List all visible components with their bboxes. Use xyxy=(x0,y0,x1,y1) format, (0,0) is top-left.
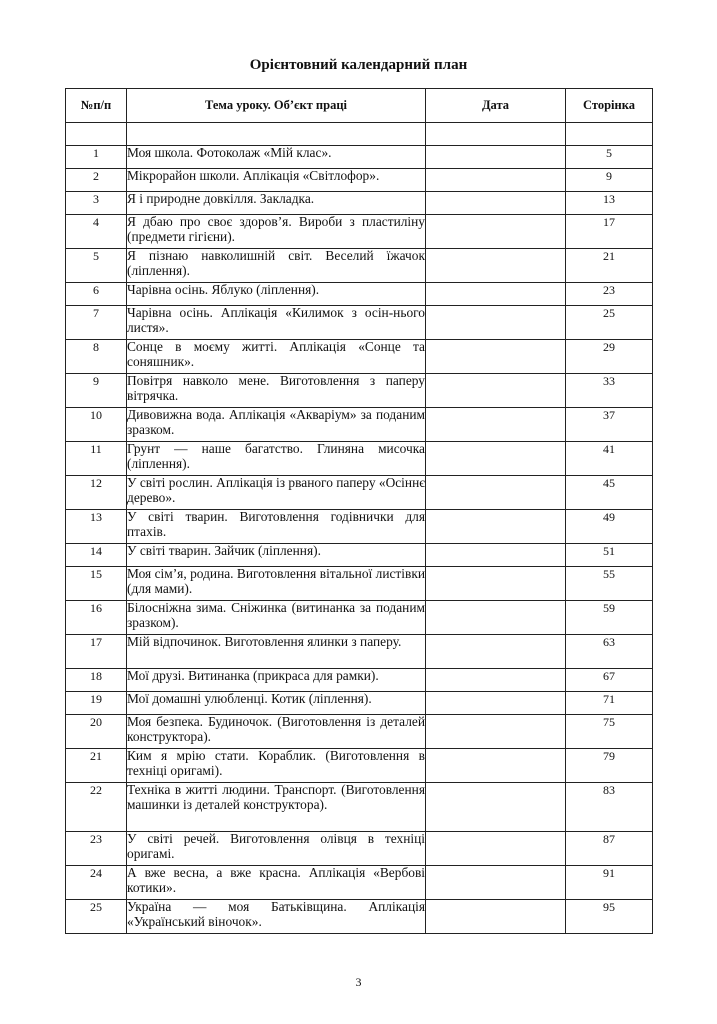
row-number-cell: 15 xyxy=(66,567,127,601)
table-row xyxy=(66,374,653,408)
row-page-cell: 41 xyxy=(566,442,653,476)
row-page-cell: 21 xyxy=(566,249,653,283)
blank-cell xyxy=(426,123,566,146)
row-number-cell: 3 xyxy=(66,192,127,215)
table-row xyxy=(66,442,653,476)
row-page-cell: 45 xyxy=(566,476,653,510)
row-topic-cell: Я і природне довкілля. Закладка. xyxy=(127,192,426,215)
table-row xyxy=(66,306,653,340)
blank-row xyxy=(66,123,653,146)
row-date-cell[interactable] xyxy=(426,832,566,866)
row-date-cell[interactable] xyxy=(426,306,566,340)
row-topic-cell: Дивовижна вода. Аплікація «Акваріум» за поданим зразком. xyxy=(127,408,426,442)
row-page-cell: 37 xyxy=(566,408,653,442)
row-page-cell: 91 xyxy=(566,866,653,900)
table-row xyxy=(66,601,653,635)
row-number-cell: 18 xyxy=(66,669,127,692)
row-page-cell: 5 xyxy=(566,146,653,169)
row-page-cell: 79 xyxy=(566,749,653,783)
table-row xyxy=(66,544,653,567)
row-number-cell: 21 xyxy=(66,749,127,783)
row-topic-cell: Моя безпека. Будиночок. (Виготовлення із деталей конструктора). xyxy=(127,715,426,749)
row-date-cell[interactable] xyxy=(426,692,566,715)
row-topic-cell: Грунт — наше багатство. Глиняна мисочка (ліплення). xyxy=(127,442,426,476)
row-topic-cell: А вже весна, а вже красна. Аплікація «Вербові котики». xyxy=(127,866,426,900)
row-topic-cell: Мікрорайон школи. Аплікація «Світлофор». xyxy=(127,169,426,192)
row-date-cell[interactable] xyxy=(426,249,566,283)
header-topic: Тема уроку. Об’єкт праці xyxy=(127,89,426,123)
row-number-cell: 6 xyxy=(66,283,127,306)
row-page-cell: 95 xyxy=(566,900,653,934)
row-number-cell: 9 xyxy=(66,374,127,408)
row-topic-cell: Мій відпочинок. Виготовлення ялинки з паперу. xyxy=(127,635,426,669)
row-date-cell[interactable] xyxy=(426,783,566,832)
table-row xyxy=(66,192,653,215)
row-page-cell: 87 xyxy=(566,832,653,866)
row-topic-cell: Ким я мрію стати. Кораблик. (Виготовлення в техніці оригамі). xyxy=(127,749,426,783)
table-row xyxy=(66,408,653,442)
table-row xyxy=(66,900,653,934)
row-number-cell: 19 xyxy=(66,692,127,715)
table-row xyxy=(66,476,653,510)
row-number-cell: 20 xyxy=(66,715,127,749)
row-topic-cell: Я пізнаю навколишній світ. Веселий їжачок (ліплення). xyxy=(127,249,426,283)
row-date-cell[interactable] xyxy=(426,283,566,306)
row-page-cell: 13 xyxy=(566,192,653,215)
row-number-cell: 10 xyxy=(66,408,127,442)
table-row xyxy=(66,567,653,601)
row-number-cell: 11 xyxy=(66,442,127,476)
row-number-cell: 5 xyxy=(66,249,127,283)
table-row xyxy=(66,169,653,192)
row-date-cell[interactable] xyxy=(426,635,566,669)
table-row xyxy=(66,832,653,866)
table-row xyxy=(66,692,653,715)
table-row xyxy=(66,146,653,169)
table-row xyxy=(66,669,653,692)
row-page-cell: 63 xyxy=(566,635,653,669)
row-topic-cell: Білосніжна зима. Сніжинка (витинанка за поданим зразком). xyxy=(127,601,426,635)
row-page-cell: 83 xyxy=(566,783,653,832)
row-date-cell[interactable] xyxy=(426,408,566,442)
row-topic-cell: Я дбаю про своє здоров’я. Вироби з пластиліну (предмети гігієни). xyxy=(127,215,426,249)
row-topic-cell: Сонце в моєму житті. Аплікація «Сонце та соняшник». xyxy=(127,340,426,374)
blank-cell xyxy=(566,123,653,146)
row-page-cell: 29 xyxy=(566,340,653,374)
row-page-cell: 49 xyxy=(566,510,653,544)
table-row xyxy=(66,749,653,783)
page-title: Орієнтовний календарний план xyxy=(249,57,468,73)
row-number-cell: 2 xyxy=(66,169,127,192)
table-row xyxy=(66,510,653,544)
row-page-cell: 51 xyxy=(566,544,653,567)
row-number-cell: 16 xyxy=(66,601,127,635)
row-topic-cell: Україна — моя Батьківщина. Аплікація «Український віночок». xyxy=(127,900,426,934)
table-row xyxy=(66,283,653,306)
header-page: Сторінка xyxy=(566,89,653,123)
row-number-cell: 8 xyxy=(66,340,127,374)
row-date-cell[interactable] xyxy=(426,900,566,934)
row-number-cell: 13 xyxy=(66,510,127,544)
row-topic-cell: У світі тварин. Виготовлення годівнички для птахів. xyxy=(127,510,426,544)
row-date-cell[interactable] xyxy=(426,749,566,783)
page-number: 3 xyxy=(355,975,362,989)
row-page-cell: 33 xyxy=(566,374,653,408)
row-topic-cell: Моя школа. Фотоколаж «Мій клас». xyxy=(127,146,426,169)
row-date-cell[interactable] xyxy=(426,715,566,749)
row-topic-cell: У світі рослин. Аплікація із рваного паперу «Осіннє дерево». xyxy=(127,476,426,510)
table-row xyxy=(66,340,653,374)
row-date-cell[interactable] xyxy=(426,866,566,900)
row-number-cell: 1 xyxy=(66,146,127,169)
row-page-cell: 25 xyxy=(566,306,653,340)
row-page-cell: 55 xyxy=(566,567,653,601)
row-page-cell: 17 xyxy=(566,215,653,249)
row-number-cell: 17 xyxy=(66,635,127,669)
row-number-cell: 4 xyxy=(66,215,127,249)
row-date-cell[interactable] xyxy=(426,476,566,510)
row-date-cell[interactable] xyxy=(426,169,566,192)
table-row xyxy=(66,249,653,283)
table-row xyxy=(66,215,653,249)
row-page-cell: 59 xyxy=(566,601,653,635)
table-row xyxy=(66,866,653,900)
table-row xyxy=(66,635,653,669)
header-num: №п/п xyxy=(66,89,127,123)
row-topic-cell: У світі тварин. Зайчик (ліплення). xyxy=(127,544,426,567)
row-topic-cell: Моя сім’я, родина. Виготовлення вітальної листівки (для мами). xyxy=(127,567,426,601)
row-date-cell[interactable] xyxy=(426,669,566,692)
row-date-cell[interactable] xyxy=(426,192,566,215)
row-number-cell: 7 xyxy=(66,306,127,340)
row-date-cell[interactable] xyxy=(426,544,566,567)
row-number-cell: 22 xyxy=(66,783,127,832)
row-date-cell[interactable] xyxy=(426,215,566,249)
table-row xyxy=(66,715,653,749)
row-date-cell[interactable] xyxy=(426,374,566,408)
row-number-cell: 25 xyxy=(66,900,127,934)
row-page-cell: 75 xyxy=(566,715,653,749)
row-topic-cell: Техніка в житті людини. Транспорт. (Виготовлення машинки із деталей конструктора). xyxy=(127,783,426,832)
blank-cell xyxy=(66,123,127,146)
header-date: Дата xyxy=(426,89,566,123)
row-topic-cell: Чарівна осінь. Яблуко (ліплення). xyxy=(127,283,426,306)
row-number-cell: 12 xyxy=(66,476,127,510)
row-date-cell[interactable] xyxy=(426,340,566,374)
row-page-cell: 23 xyxy=(566,283,653,306)
row-page-cell: 71 xyxy=(566,692,653,715)
row-topic-cell: Повітря навколо мене. Виготовлення з паперу вітрячка. xyxy=(127,374,426,408)
calendar-plan-table xyxy=(65,88,653,934)
row-date-cell[interactable] xyxy=(426,442,566,476)
row-number-cell: 24 xyxy=(66,866,127,900)
row-date-cell[interactable] xyxy=(426,567,566,601)
blank-cell xyxy=(127,123,426,146)
row-topic-cell: У світі речей. Виготовлення олівця в техніці оригамі. xyxy=(127,832,426,866)
row-number-cell: 14 xyxy=(66,544,127,567)
row-date-cell[interactable] xyxy=(426,510,566,544)
row-page-cell: 67 xyxy=(566,669,653,692)
row-topic-cell: Чарівна осінь. Аплікація «Килимок з осін-нього листя». xyxy=(127,306,426,340)
row-page-cell: 9 xyxy=(566,169,653,192)
row-number-cell: 23 xyxy=(66,832,127,866)
row-date-cell[interactable] xyxy=(426,146,566,169)
table-header-row xyxy=(66,89,653,123)
row-topic-cell: Мої домашні улюбленці. Котик (ліплення). xyxy=(127,692,426,715)
row-date-cell[interactable] xyxy=(426,601,566,635)
row-topic-cell: Мої друзі. Витинанка (прикраса для рамки). xyxy=(127,669,426,692)
table-row xyxy=(66,783,653,832)
